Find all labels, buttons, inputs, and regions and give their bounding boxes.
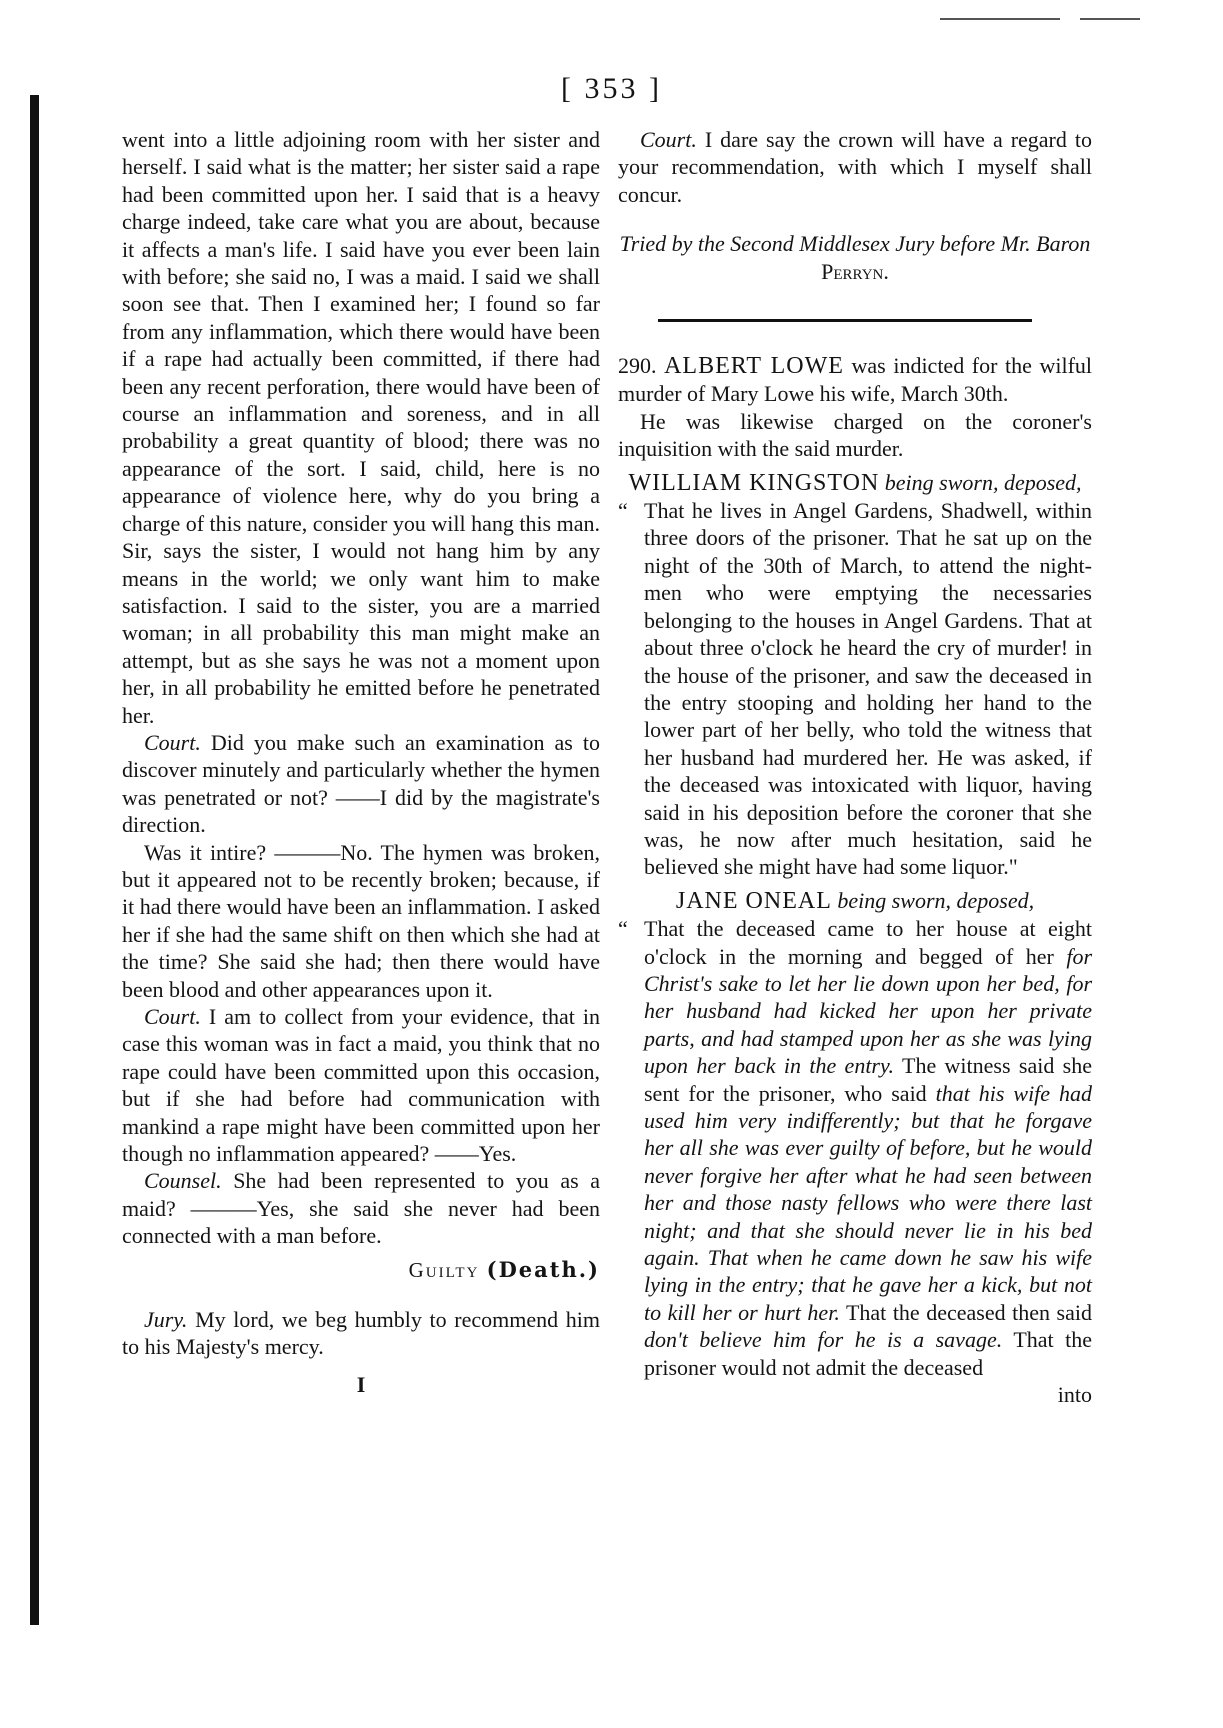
verdict-label: Guilty: [408, 1257, 480, 1282]
court-response: [618, 126, 1092, 208]
witness-name: JANE ONEAL: [675, 887, 832, 914]
right-column: [618, 126, 1092, 1408]
question-text: She had been represented to you as a maid? ———Yes, she said she never had been connected with a man before.: [122, 1168, 600, 1249]
scan-edge-shadow: [30, 95, 39, 1625]
case-heading: [618, 352, 1092, 408]
jury-recommendation: [122, 1306, 600, 1361]
deposition-paragraph: “ That he lives in Angel Gardens, Shadwell, within three doors of the prisoner. That he sat up on the night of the 30th of March, to attend the night-men who were emptying the necessaries belonging to the houses in Angel Gardens. That at about three o'clock he heard the cry of murder! in the house of the prisoner, and saw the deceased in the entry stooping and holding her hand to the lower part of her belly, who told the witness that her husband had murdered her. He was asked, if the deceased was intoxicated with liquor, having said in his deposition before the coroner that she was, he now after much hesitation, said he believed she might have had some liquor.": [618, 497, 1092, 881]
case-number: 290.: [618, 353, 657, 379]
left-column: [122, 126, 600, 1398]
response-text: I dare say the crown will have a regard to your recommendation, with which I myself shall concur.: [618, 127, 1092, 207]
section-divider: [658, 319, 1032, 322]
trial-caption: [618, 230, 1092, 285]
deposition-paragraph: [618, 915, 1092, 1381]
testimony-paragraph: went into a little adjoining room with her sister and herself. I said what is the matter; her sister said a rape had been committed upon her. I said that is a heavy charge indeed, take care what you are about, because it affects a man's life. I said have you ever been lain with before; she said no, I was a maid. I said we shall soon see that. Then I examined her; I found so far from any inflammation, which there would have been if a rape had actually been committed, if there had been any recent perforation, there would have been of course an inflammation and soreness, and in all probability a great quantity of blood; there was no appearance of the sort. I said, child, here is no appearance of violence here, why do you bring a charge of this nature, consider you will hang this man. Sir, says the sister, I would not hang him by any means in the world; we only want him to make satisfaction. I said to the sister, you are a married woman; in all probability this man might make an attempt, but as she says he was not a moment upon her, in all probability he emitted before he penetrated her.: [122, 127, 600, 728]
scan-edge-mark: [940, 18, 1060, 20]
speaker-label: Court.: [144, 1004, 201, 1029]
deposition-text: That the deceased then said: [845, 1299, 1092, 1325]
witness-heading: [618, 469, 1092, 497]
quoted-speech: that his wife had used him very indifferently; but that he forgave her all she was ever guilty of before, but he would never forgive her after what he had seen between her and those nasty fellows who were there last night; and that she should never lie in his bed again. That when he came down he saw his wife lying in the entry; that he gave her a kick, but not to kill her or hurt her.: [644, 1080, 1092, 1325]
speaker-label: Court.: [144, 729, 201, 755]
catchword: into: [1057, 1382, 1092, 1408]
verdict-sentence: (Death.): [486, 1256, 600, 1282]
court-question: [122, 1003, 600, 1167]
testimony-paragraph: Was it intire? ———No. The hymen was broken, but it appeared not to be recently broken; because, if it had there would have been an inflammation. I asked her if she had the same shift on then which she had at the time? She said she had; then there would have been blood and other appearances upon it.: [122, 839, 600, 1002]
recommendation-text: My lord, we beg humbly to recommend him to his Majesty's mercy.: [122, 1307, 601, 1360]
court-question: [122, 729, 600, 839]
signature-mark: I: [356, 1371, 366, 1397]
quoted-speech: for Christ's sake to let her lie down upon her bed, for her husband had kicked her upon her private parts, and had stamped upon her as she was lying upon her back in the entry.: [644, 943, 1093, 1079]
judge-name: Perryn.: [821, 258, 889, 284]
page-number: [ 353 ]: [561, 72, 662, 105]
verdict: [122, 1256, 600, 1284]
quoted-speech: don't believe him for he is a savage.: [644, 1327, 1003, 1353]
witness-status: being sworn, deposed,: [884, 469, 1082, 495]
deposition-text: That the prisoner would not admit the deceased: [644, 1327, 1092, 1380]
witness-status: being sworn, deposed,: [837, 887, 1035, 913]
counsel-question: [122, 1167, 600, 1249]
question-text: Did you make such an examination as to discover minutely and particularly whether the hymen was penetrated or not? ——I did by the magistrate's direction.: [122, 729, 600, 838]
witness-name: WILLIAM KINGSTON: [628, 469, 880, 496]
question-text: I am to collect from your evidence, that in case this woman was in fact a maid, you think that no rape could have been committed upon this occasion, but if she had before had communication with mankind a rape might have been committed upon her though no inflammation appeared? ——Yes.: [122, 1004, 601, 1167]
deposition-text: The witness said she sent for the prisoner, who said: [644, 1053, 1092, 1106]
indictment-text: was indicted for the wilful murder of Mary Lowe his wife, March 30th.: [618, 353, 1093, 407]
defendant-name: ALBERT LOWE: [664, 353, 844, 380]
speaker-label: Jury.: [144, 1307, 188, 1333]
speaker-label: Court.: [640, 127, 697, 152]
charge-paragraph: He was likewise charged on the coroner's inquisition with the said murder.: [618, 408, 1092, 462]
speaker-label: Counsel.: [144, 1168, 222, 1194]
deposition-text: That the deceased came to her house at eight o'clock in the morning and begged of her: [644, 916, 1092, 969]
scan-edge-mark: [1080, 18, 1140, 20]
caption-text: Tried by the Second Middlesex Jury before Mr. Baron: [619, 231, 1091, 257]
witness-heading: [618, 887, 1092, 915]
